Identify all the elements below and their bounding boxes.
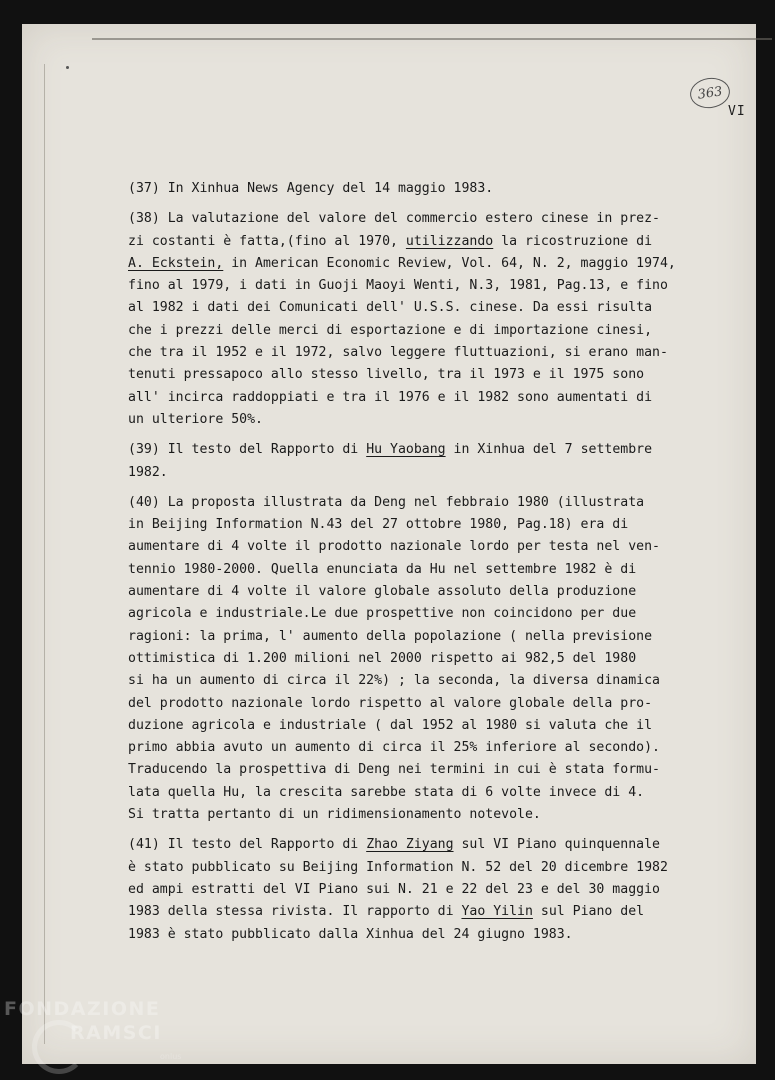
footnote-line: ed ampi estratti del VI Piano sui N. 21 e 22 del 23 e del 30 maggio: [128, 881, 660, 897]
footnote-line: (39) Il testo del Rapporto di Hu Yaobang in Xinhua del 7 settembre: [128, 442, 653, 458]
footnote-line: (38) La valutazione del valore del commercio estero cinese in prez-: [128, 211, 660, 227]
footnote-line: all' incirca raddoppiati e tra il 1976 e il 1982 sono aumentati di: [128, 389, 653, 405]
footnote-line: fino al 1979, i dati in Guoji Maoyi Wenti, N.3, 1981, Pag.13, e fino: [128, 278, 668, 294]
watermark-line-2: RAMSCI: [70, 1022, 162, 1044]
footnote: [128, 492, 748, 826]
footnotes-block: [128, 178, 748, 954]
footnote-line: lata quella Hu, la crescita sarebbe stata di 6 volte invece di 4.: [128, 784, 645, 800]
footnote-line: tennio 1980-2000. Quella enunciata da Hu nel settembre 1982 è di: [128, 561, 637, 577]
footnote-line: zi costanti è fatta,(fino al 1970, utilizzando la ricostruzione di: [128, 233, 653, 249]
footnote: [128, 439, 748, 484]
footnote-line: (40) La proposta illustrata da Deng nel febbraio 1980 (illustrata: [128, 494, 645, 510]
footnote-line: ragioni: la prima, l' aumento della popolazione ( nella previsione: [128, 628, 653, 644]
folio-stamp: 363: [688, 75, 732, 110]
footnote-line: (37) In Xinhua News Agency del 14 maggio 1983.: [128, 181, 494, 196]
footnote-line: agricola e industriale.Le due prospettive non coincidono per due: [128, 606, 637, 622]
footnote-line: primo abbia avuto un aumento di circa il 25% inferiore al secondo).: [128, 740, 660, 756]
footnote-line: che tra il 1952 e il 1972, salvo leggere fluttuazioni, si erano man-: [128, 345, 668, 361]
left-margin-rule: [44, 64, 45, 1044]
footnote-line: si ha un aumento di circa il 22%) ; la seconda, la diversa dinamica: [128, 673, 660, 689]
document-page: [22, 24, 756, 1064]
footnote-line: un ulteriore 50%.: [128, 411, 263, 427]
footnote-line: al 1982 i dati dei Comunicati dell' U.S.S. cinese. Da essi risulta: [128, 300, 653, 316]
footnote-line: ottimistica di 1.200 milioni nel 2000 rispetto ai 982,5 del 1980: [128, 650, 637, 666]
footnote-line: 1983 è stato pubblicato dalla Xinhua del 24 giugno 1983.: [128, 926, 573, 942]
footnote-line: (41) Il testo del Rapporto di Zhao Ziyang sul VI Piano quinquennale: [128, 837, 660, 853]
footnote-line: A. Eckstein, in American Economic Review, Vol. 64, N. 2, maggio 1974,: [128, 255, 676, 271]
footnote-line: 1982.: [128, 464, 168, 480]
watermark-line-3: onlus: [160, 1052, 182, 1061]
footnote: [128, 178, 748, 200]
footnote-line: è stato pubblicato su Beijing Information N. 52 del 20 dicembre 1982: [128, 859, 668, 875]
footnote-line: duzione agricola e industriale ( dal 1952 al 1980 si valuta che il: [128, 717, 653, 733]
top-rule: [92, 38, 772, 40]
paper-speck: [66, 66, 69, 69]
fondazione-gramsci-watermark: [4, 994, 204, 1074]
footnote-line: del prodotto nazionale lordo rispetto al valore globale della pro-: [128, 695, 653, 711]
footnote-line: in Beijing Information N.43 del 27 ottobre 1980, Pag.18) era di: [128, 517, 629, 533]
footnote-line: aumentare di 4 volte il valore globale assoluto della produzione: [128, 584, 637, 600]
footnote-line: aumentare di 4 volte il prodotto nazionale lordo per testa nel ven-: [128, 539, 660, 555]
footnote: [128, 208, 748, 431]
section-roman-numeral: VI: [728, 104, 746, 119]
footnote-line: Si tratta pertanto di un ridimensionamento notevole.: [128, 807, 541, 823]
watermark-line-1: FONDAZIONE: [4, 998, 161, 1020]
footnote-line: che i prezzi delle merci di esportazione e di importazione cinesi,: [128, 322, 653, 338]
footnote: [128, 834, 748, 945]
footnote-line: 1983 della stessa rivista. Il rapporto di Yao Yilin sul Piano del: [128, 904, 645, 920]
footnote-line: tenuti pressapoco allo stesso livello, tra il 1973 e il 1975 sono: [128, 367, 645, 383]
footnote-line: Traducendo la prospettiva di Deng nei termini in cui è stata formu-: [128, 762, 660, 778]
